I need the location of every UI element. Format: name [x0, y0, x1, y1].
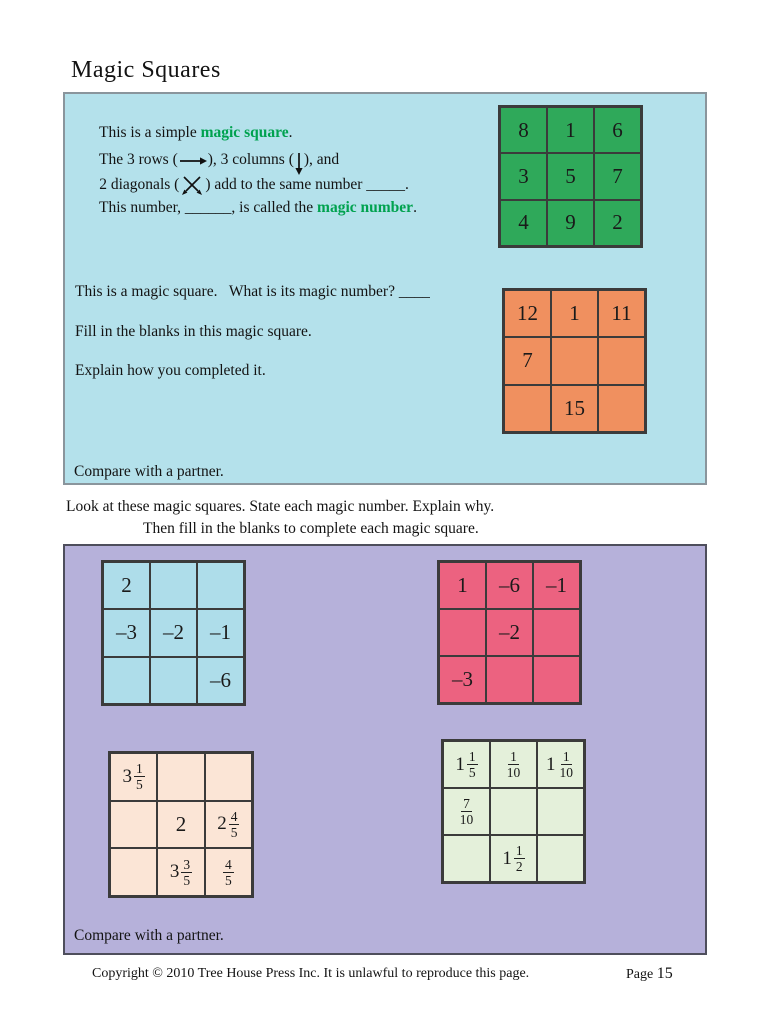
page-number-value: 15 [656, 965, 673, 982]
compare-partner-intro: Compare with a partner. [74, 463, 224, 480]
magic-square-cell: 2 [594, 200, 641, 246]
magic-square-cell: –6 [197, 657, 244, 704]
magic-square-cell: 3 [500, 153, 547, 199]
magic-square-cell [150, 657, 197, 704]
magic-square-cell: 6 [594, 107, 641, 153]
magic-number-question: This is a magic square. What is its magic number? ____ [75, 283, 430, 300]
magic-square-cell: 8 [500, 107, 547, 153]
magic-square-cell: 5 [547, 153, 594, 199]
and-text: ), and [303, 151, 340, 169]
magic-square-cell [533, 609, 580, 656]
fill-blanks-instruction: Fill in the blanks in this magic square. [75, 323, 312, 340]
same-number-blank-text: ) add to the same number _____. [205, 176, 409, 194]
intro-line-1-period: . [288, 124, 293, 142]
magic-square-cell [504, 385, 551, 432]
magic-square-cell [150, 562, 197, 609]
magic-square-cell: –1 [197, 609, 244, 656]
page-label: Page [626, 967, 657, 982]
magic-square-cell: 12 [504, 290, 551, 337]
orange-magic-square [502, 288, 647, 434]
look-instruction-line-1: Look at these magic squares. State each magic number. Explain why. [66, 498, 495, 515]
magic-square-cell [197, 562, 244, 609]
magic-square-cell [598, 337, 645, 384]
magic-square-cell [533, 656, 580, 703]
magic-square-cell: $\frac{7}{10}$ [443, 788, 490, 835]
magic-square-cell [537, 835, 584, 882]
magic-number-term: magic number [317, 199, 414, 217]
magic-square-cell [110, 848, 157, 896]
magic-square-cell [537, 788, 584, 835]
columns-text: ), 3 columns ( [207, 151, 294, 169]
look-instruction-line-2: Then fill in the blanks to complete each magic square. [143, 520, 479, 537]
magic-square-cell: –2 [486, 609, 533, 656]
magic-square-cell: 2 [103, 562, 150, 609]
magic-square-cell [486, 656, 533, 703]
magic-square-cell: 3 $\frac{1}{5}$ [110, 753, 157, 801]
magic-square-cell: 7 [504, 337, 551, 384]
magic-square-cell: 11 [598, 290, 645, 337]
mint-magic-square [441, 739, 586, 884]
this-number-blank-text: This number, ______, is called the [98, 199, 318, 217]
page-number [626, 965, 673, 983]
magic-square-cell: –3 [103, 609, 150, 656]
magic-square-cell: 7 [594, 153, 641, 199]
practice-panel [63, 544, 707, 955]
magic-square-cell [443, 835, 490, 882]
magic-square-cell: 1 [547, 107, 594, 153]
intro-line-1-text: This is a simple [98, 124, 201, 142]
magic-square-cell [551, 337, 598, 384]
page-title: Magic Squares [71, 57, 221, 83]
diagonals-text: 2 diagonals ( [99, 176, 180, 194]
magic-square-cell [110, 801, 157, 849]
magic-square-term: magic square [200, 124, 289, 142]
peach-magic-square [108, 751, 254, 898]
magic-square-cell: –6 [486, 562, 533, 609]
magic-square-cell: $\frac{1}{10}$ [490, 741, 537, 788]
magic-square-cell: 9 [547, 200, 594, 246]
magic-square-cell [205, 753, 252, 801]
magic-square-cell [157, 753, 204, 801]
magic-square-cell: 1 [439, 562, 486, 609]
magic-square-cell: –3 [439, 656, 486, 703]
copyright-notice: Copyright © 2010 Tree House Press Inc. It is unlawful to reproduce this page. [92, 966, 530, 981]
magic-square-cell: 3 $\frac{3}{5}$ [157, 848, 204, 896]
pink-magic-square [437, 560, 582, 705]
magic-square-cell: 4 [500, 200, 547, 246]
magic-square-cell: –1 [533, 562, 580, 609]
magic-square-cell: 1 $\frac{1}{10}$ [537, 741, 584, 788]
magic-square-cell [490, 788, 537, 835]
magic-square-cell: 1 $\frac{1}{5}$ [443, 741, 490, 788]
explain-instruction: Explain how you completed it. [75, 362, 266, 379]
magic-square-cell [598, 385, 645, 432]
magic-square-cell: $\frac{4}{5}$ [205, 848, 252, 896]
magic-square-cell: 2 [157, 801, 204, 849]
rows-text: The 3 rows ( [98, 151, 178, 169]
compare-partner-practice: Compare with a partner. [74, 927, 224, 944]
intro-line-4 [76, 179, 417, 237]
magic-square-cell: 1 [551, 290, 598, 337]
intro-panel [63, 92, 707, 485]
green-magic-square [498, 105, 643, 248]
magic-square-cell: 2 $\frac{4}{5}$ [205, 801, 252, 849]
magic-square-cell [103, 657, 150, 704]
magic-square-cell: –2 [150, 609, 197, 656]
magic-square-cell [439, 609, 486, 656]
magic-square-cell: 15 [551, 385, 598, 432]
intro-line-4-period: . [413, 199, 417, 217]
magic-square-cell: 1 $\frac{1}{2}$ [490, 835, 537, 882]
blue-magic-square [101, 560, 246, 706]
